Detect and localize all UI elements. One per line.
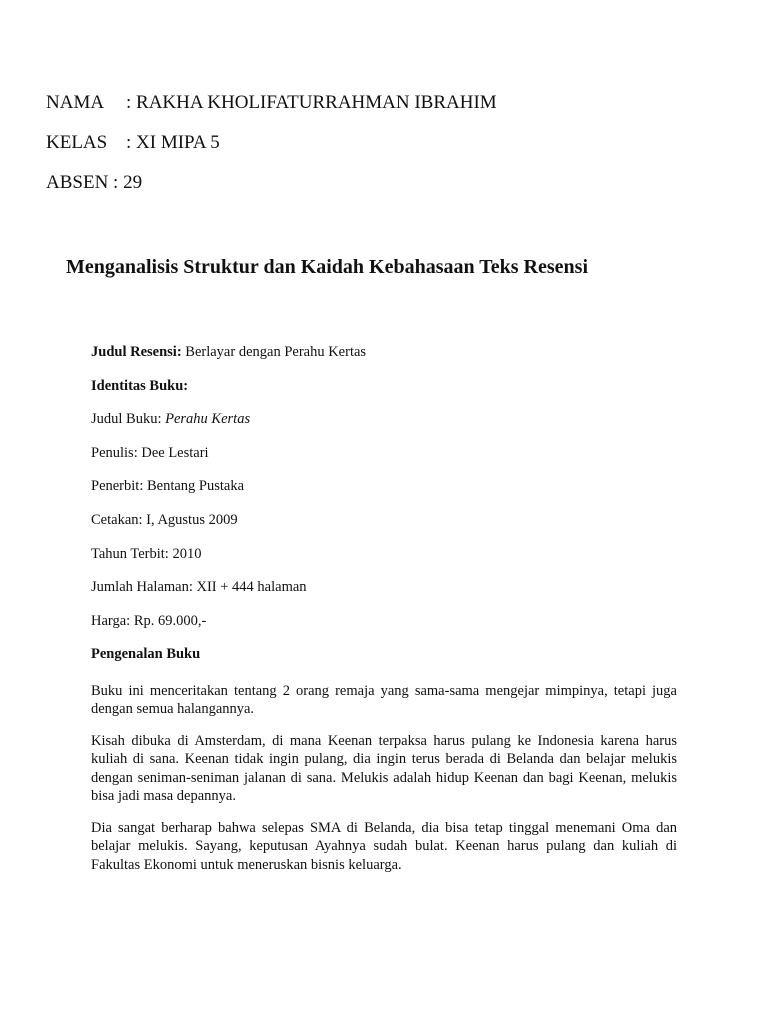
- penulis-line: Penulis: Dee Lestari: [91, 444, 209, 461]
- review-content: [91, 342, 677, 887]
- tahun-terbit-line: Tahun Terbit: 2010: [91, 545, 202, 562]
- nama-row: [46, 92, 497, 132]
- judul-buku-value: Perahu Kertas: [165, 411, 251, 428]
- judul-buku-label: Judul Buku:: [91, 411, 166, 428]
- nama-value: : RAKHA KHOLIFATURRAHMAN IBRAHIM: [126, 92, 497, 113]
- absen-row: [46, 172, 497, 212]
- judul-buku-line: [91, 409, 677, 443]
- kelas-value: : XI MIPA 5: [126, 132, 220, 153]
- jumlah-halaman-line: Jumlah Halaman: XII + 444 halaman: [91, 579, 307, 596]
- cetakan-line: Cetakan: I, Agustus 2009: [91, 511, 238, 528]
- judul-resensi-label: Judul Resensi:: [91, 344, 182, 360]
- harga-line: Harga: Rp. 69.000,-: [91, 612, 207, 629]
- judul-resensi-line: [91, 342, 677, 376]
- penerbit-line: Penerbit: Bentang Pustaka: [91, 478, 245, 495]
- paragraph: Dia sangat berharap bahwa selepas SMA di Belanda, dia bisa tetap tinggal menemani Oma dan belajar melukis. Sayang, keputusan Ayahnya sudah bulat. Keenan harus pulang dan kuliah di Fakultas Ekonomi untuk meneruskan bisnis keluarga.: [91, 819, 677, 873]
- kelas-label: KELAS: [46, 132, 108, 153]
- absen-value: : 29: [113, 172, 143, 193]
- student-identity: [46, 92, 497, 212]
- absen-label: ABSEN: [46, 172, 109, 193]
- nama-label: NAMA: [46, 92, 105, 113]
- document-title: Menganalisis Struktur dan Kaidah Kebahasaan Teks Resensi: [66, 256, 589, 278]
- paragraph: Buku ini menceritakan tentang 2 orang remaja yang sama-sama mengejar mimpinya, tetapi juga dengan semua halangannya.: [91, 682, 677, 718]
- kelas-row: [46, 132, 497, 172]
- paragraph: Kisah dibuka di Amsterdam, di mana Keenan terpaksa harus pulang ke Indonesia karena harus kuliah di sana. Keenan tidak ingin pulang, dia ingin terus berada di Belanda dan belajar melukis dengan seniman-seniman jalanan di sana. Melukis adalah hidup Keenan dan bagi Keenan, melukis bisa jadi masa depannya.: [91, 732, 677, 805]
- pengenalan-buku-heading: Pengenalan Buku: [91, 646, 201, 663]
- judul-resensi-value: Berlayar dengan Perahu Kertas: [181, 344, 367, 360]
- identitas-buku-heading: Identitas Buku:: [91, 377, 189, 394]
